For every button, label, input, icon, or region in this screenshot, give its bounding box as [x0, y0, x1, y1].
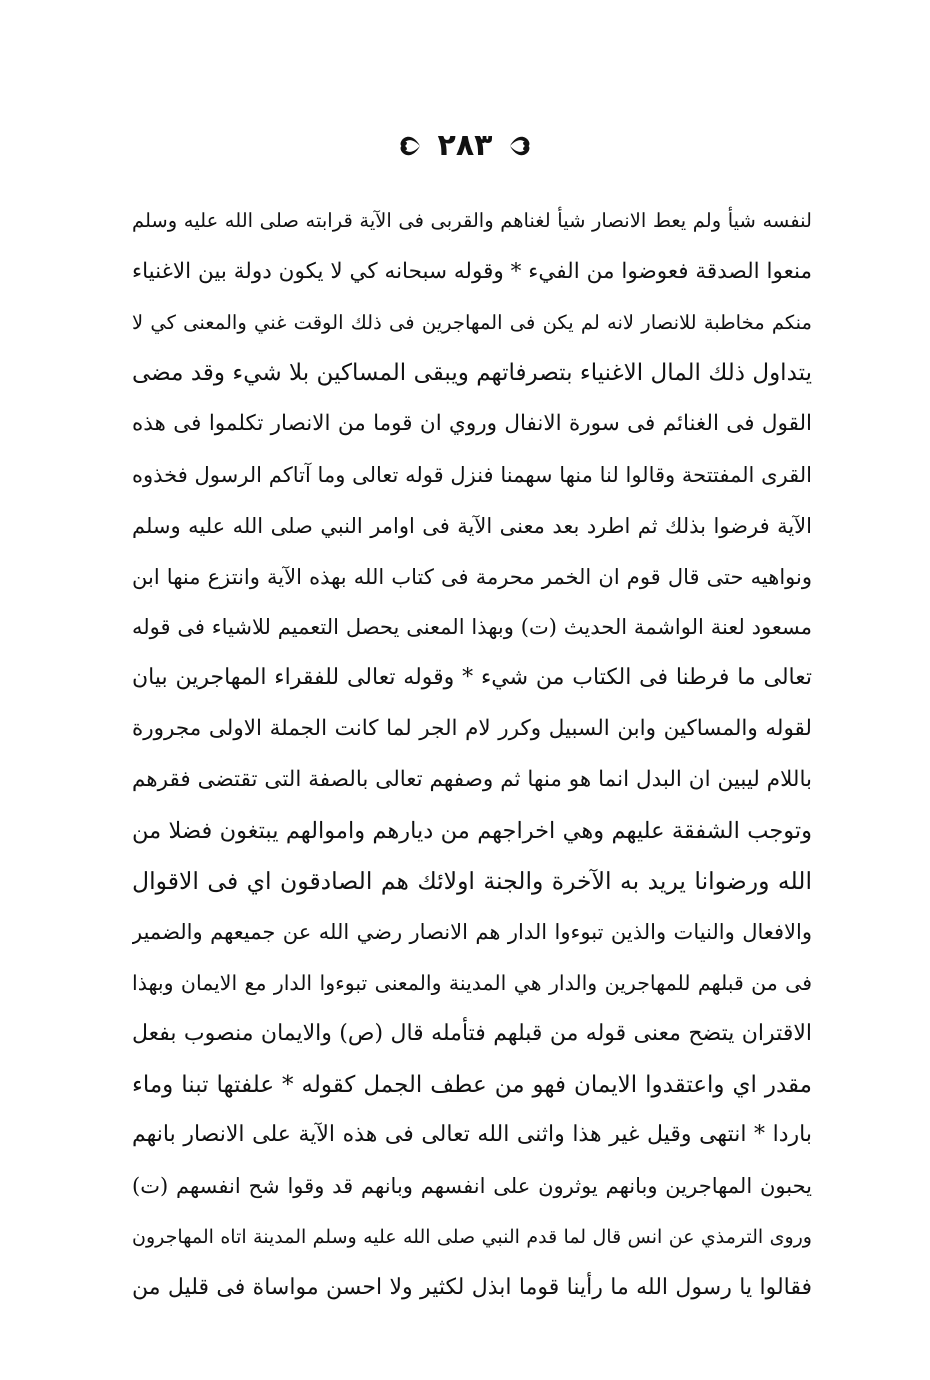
text-line: منعوا الصدقة فعوضوا من الفيء * وقوله سبحانه كي لا يكون دولة بين الاغنياء	[132, 258, 812, 284]
text-line: فقالوا يا رسول الله ما رأينا قوما ابذل لكثير ولا احسن مواساة فى قليل من	[132, 1274, 812, 1300]
text-line: باللام ليبين ان البدل انما هو منها ثم وصفهم تعالى بالصفة التى تقتضى فقرهم	[132, 766, 812, 792]
text-line: الآية فرضوا بذلك ثم اطرد بعد معنى الآية فى اوامر النبي صلى الله عليه وسلم	[132, 513, 812, 538]
page-number: ٢٨٣	[437, 128, 493, 163]
text-line: لنفسه شيأ ولم يعط الانصار شيأ لغناهم والقربى فى الآية قرابته صلى الله عليه وسلم	[132, 209, 812, 232]
text-line: تعالى ما فرطنا فى الكتاب من شيء * وقوله تعالى للفقراء المهاجرين بيان	[132, 665, 812, 691]
text-line: يحبون المهاجرين وبانهم يوثرون على انفسهم وبانهم قد وقوا شح انفسهم (ت)	[132, 1174, 812, 1199]
text-line: وتوجب الشفقة عليهم وهي اخراجهم من ديارهم واموالهم يبتغون فضلا من	[132, 817, 812, 844]
text-line: مقدر اي واعتقدوا الايمان فهو من عطف الجمل كقوله * علفتها تبنا وماء	[132, 1071, 812, 1098]
text-line: يتداول ذلك المال الاغنياء بتصرفاتهم ويبقى المساكين بلا شيء وقد مضى	[132, 360, 812, 387]
text-line: القرى المفتتحة وقالوا لنا منها سهمنا فنزل قوله تعالى وما آتاكم الرسول فخذوه	[132, 462, 812, 487]
text-line: الله ورضوانا يريد به الآخرة والجنة اولائك هم الصادقون اي فى الاقوال	[132, 867, 812, 896]
ornament-left-icon	[398, 131, 424, 161]
text-line: لقوله والمساكين وابن السبيل وكرر لام الجر لما كانت الجملة الاولى مجرورة	[132, 715, 812, 741]
ornament-right-icon	[506, 131, 532, 161]
text-line: باردا * انتهى وقيل غير هذا واثنى الله تعالى فى هذه الآية على الانصار بانهم	[132, 1122, 812, 1148]
text-line: مسعود لعنة الواشمة الحديث (ت) وبهذا المعنى يحصل التعميم للاشياء فى قوله	[132, 615, 812, 640]
text-line: الاقتران يتضح معنى قوله من قبلهم فتأمله قال (ص) والايمان منصوب بفعل	[132, 1020, 812, 1046]
text-line: فى من قبلهم للمهاجرين والدار هي المدينة والمعنى تبوءوا الدار مع الايمان وبهذا	[132, 970, 812, 995]
text-line: منكم مخاطبة للانصار لانه لم يكن فى المهاجرين فى ذلك الوقت غني والمعنى كي لا	[132, 310, 812, 334]
body-text	[132, 196, 812, 1314]
text-line: وروى الترمذي عن انس قال لما قدم النبي صلى الله عليه وسلم المدينة اتاه المهاجرون	[132, 1225, 812, 1248]
page-header	[0, 124, 930, 168]
text-line: ونواهيه حتى قال قوم ان الخمر محرمة فى كتاب الله بهذه الآية وانتزع منها ابن	[132, 564, 812, 589]
text-line: القول فى الغنائم فى سورة الانفال وروي ان قوما من الانصار تكلموا فى هذه	[132, 411, 812, 437]
text-line: والافعال والنيات والذين تبوءوا الدار هم الانصار رضي الله عن جميعهم والضمير	[132, 920, 812, 945]
